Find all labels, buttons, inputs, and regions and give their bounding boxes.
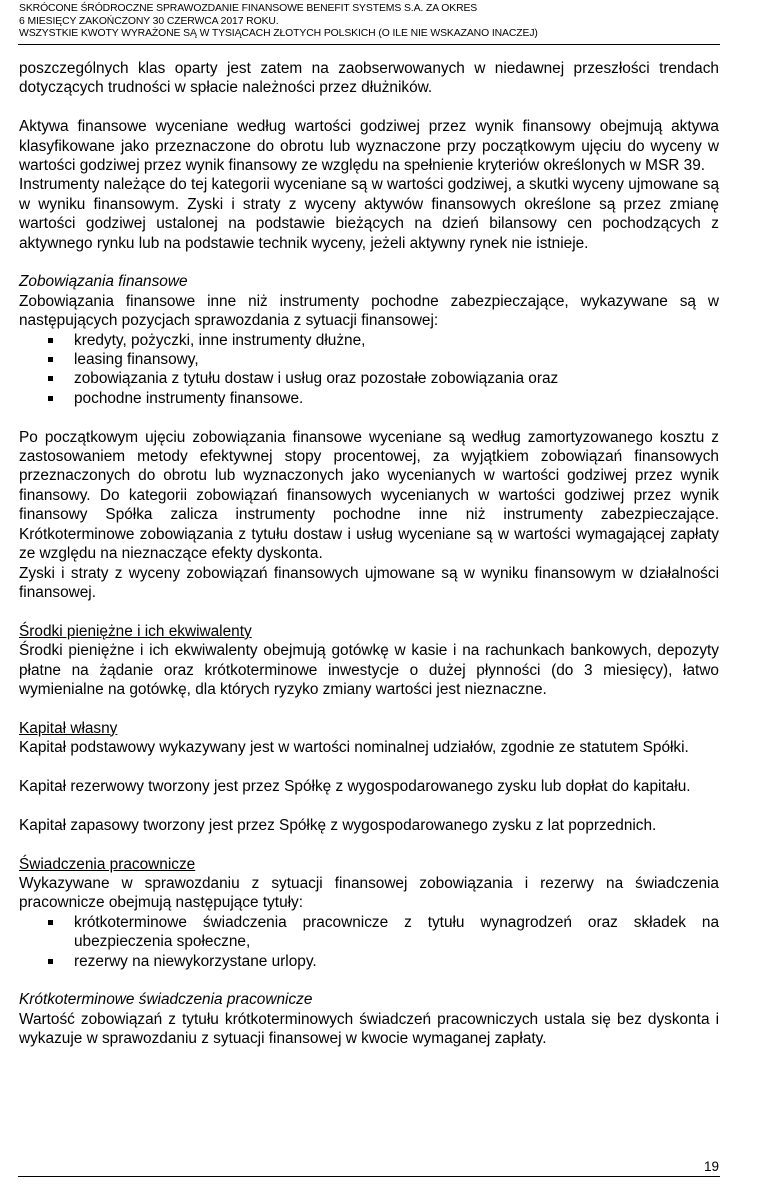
list-item: rezerwy na niewykorzystane urlopy. <box>19 952 719 971</box>
document-header <box>19 3 719 41</box>
list-item: krótkoterminowe świadczenia pracownicze z tytułu wynagrodzeń oraz składek na ubezpieczenia społeczne, <box>19 913 719 952</box>
liabilities-heading: Zobowiązania finansowe <box>19 273 188 291</box>
benefits-intro: Wykazywane w sprawozdaniu z sytuacji finansowej zobowiązania i rezerwy na świadczenia pracownicze obejmują następujące tytuły: <box>19 874 719 912</box>
liabilities-list <box>19 331 719 409</box>
benefits-list <box>19 913 719 971</box>
list-item: pochodne instrumenty finansowe. <box>19 389 719 408</box>
benefits-heading: Świadczenia pracownicze <box>19 855 196 873</box>
intro-paragraph-3: Instrumenty należące do tej kategorii wyceniane są w wartości godziwej, a skutki wyceny ujmowane są w wyniku finansowym. Zyski i straty z wyceny aktywów finansowych określone są przez zmianę wartości godziwej ustalonej na podstawie bieżących na dzień bilansowy cen pochodzących z aktywnego rynku lub na podstawie technik wyceny, jeżeli aktywny rynek nie istnieje. <box>19 176 719 252</box>
footer-divider <box>18 1176 720 1177</box>
header-line-2: 6 MIESIĘCY ZAKOŃCZONY 30 CZERWCA 2017 ROKU. <box>19 15 279 27</box>
page-number: 19 <box>703 1159 719 1174</box>
liabilities-intro: Zobowiązania finansowe inne niż instrumenty pochodne zabezpieczające, wykazywane są w następujących pozycjach sprawozdania z sytuacji finansowej: <box>19 292 719 330</box>
cash-paragraph: Środki pieniężne i ich ekwiwalenty obejmują gotówkę w kasie i na rachunkach bankowych, depozyty płatne na żądanie oraz krótkoterminowe inwestycje o dużej płynności (do 3 miesięcy), łatwo wymienialne na gotówkę, dla których ryzyko zmiany wartości jest nieznaczne. <box>19 642 719 698</box>
list-item: zobowiązania z tytułu dostaw i usług oraz pozostałe zobowiązania oraz <box>19 369 719 388</box>
equity-heading: Kapitał własny <box>19 719 118 737</box>
header-line-1: SKRÓCONE ŚRÓDROCZNE SPRAWOZDANIE FINANSOWE BENEFIT SYSTEMS S.A. ZA OKRES <box>19 3 478 14</box>
header-divider <box>18 44 720 45</box>
list-item: kredyty, pożyczki, inne instrumenty dłużne, <box>19 331 719 350</box>
equity-paragraph-1: Kapitał podstawowy wykazywany jest w wartości nominalnej udziałów, zgodnie ze statutem Spółki. <box>19 739 689 757</box>
list-item: leasing finansowy, <box>19 350 719 369</box>
intro-paragraph-2: Aktywa finansowe wyceniane według wartości godziwej przez wynik finansowy obejmują aktywa klasyfikowane jako przeznaczone do obrotu lub wyznaczone przy początkowym ujęciu do wyceny w wartości godziwej przez wynik finansowy ze względu na spełnienie kryteriów określonych w MSR 39. <box>19 118 719 175</box>
equity-paragraph-3: Kapitał zapasowy tworzony jest przez Spółkę z wygospodarowanego zysku z lat poprzednich. <box>19 816 657 834</box>
short-term-benefits-heading: Krótkoterminowe świadczenia pracownicze <box>19 991 313 1009</box>
liabilities-paragraph-2: Zyski i straty z wyceny zobowiązań finansowych ujmowane są w wyniku finansowym w działalności finansowej. <box>19 564 719 601</box>
page-body <box>19 59 719 1049</box>
intro-paragraph-1: poszczególnych klas oparty jest zatem na zaobserwowanych w niedawnej przeszłości trendach dotyczących trudności w spłacie należności przez dłużników. <box>19 60 719 97</box>
header-line-3: WSZYSTKIE KWOTY WYRAŻONE SĄ W TYSIĄCACH ZŁOTYCH POLSKICH (O ILE NIE WSKAZANO INACZEJ) <box>19 28 538 39</box>
short-term-benefits-paragraph: Wartość zobowiązań z tytułu krótkoterminowych świadczeń pracowniczych ustala się bez dyskonta i wykazuje w sprawozdaniu z sytuacji finansowej w kwocie wymaganej zapłaty. <box>19 1010 719 1048</box>
cash-heading: Środki pieniężne i ich ekwiwalenty <box>19 622 252 640</box>
equity-paragraph-2: Kapitał rezerwowy tworzony jest przez Spółkę z wygospodarowanego zysku lub dopłat do kapitału. <box>19 777 691 795</box>
liabilities-paragraph-1: Po początkowym ujęciu zobowiązania finansowe wyceniane są według zamortyzowanego kosztu z zastosowaniem metody efektywnej stopy procentowej, za wyjątkiem zobowiązań finansowych przeznaczonych do obrotu lub wyznaczonych jako wycenianych w wartości godziwej przez wynik finansowy. Do kategorii zobowiązań finansowych wycenianych w wartości godziwej przez wynik finansowy Spółka zalicza instrumenty pochodne inne niż instrumenty zabezpieczające. Krótkoterminowe zobowiązania z tytułu dostaw i usług wyceniane są w wartości wymagającej zapłaty ze względu na nieznaczące efekty dyskonta. <box>19 428 719 563</box>
